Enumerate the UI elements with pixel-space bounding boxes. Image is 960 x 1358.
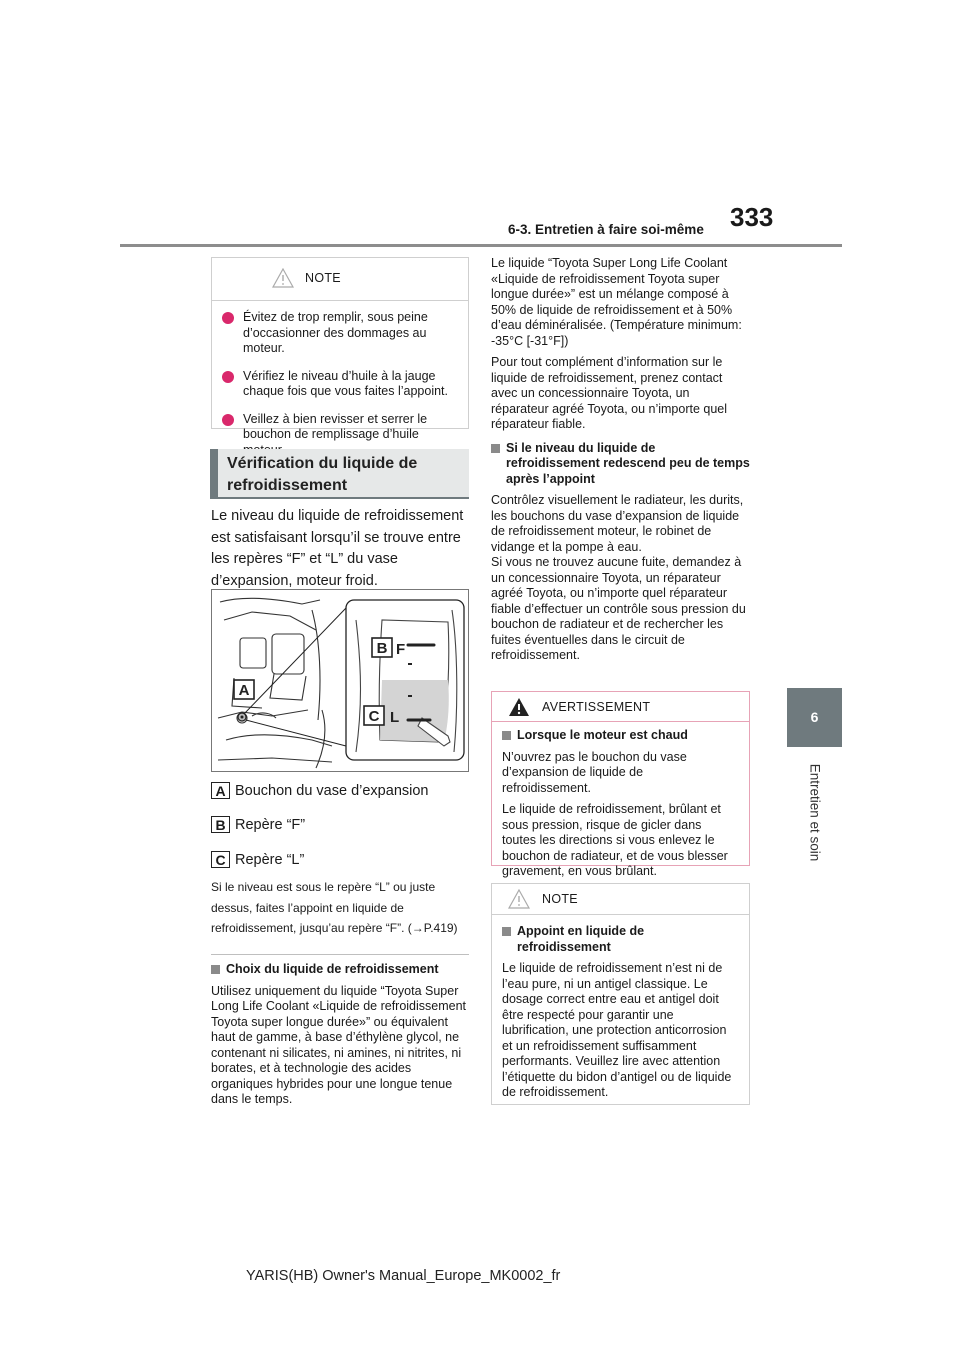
square-bullet-icon [502,927,511,936]
warning-triangle-icon [508,697,530,717]
bullet-dot-icon [222,414,234,426]
figure-label-c: C [368,708,380,725]
header-rule [120,244,842,247]
page-number: 333 [730,202,774,232]
figure-mark-l: L [390,709,400,726]
figure-label-b: B [376,640,388,657]
level-drop-text-1: Contrôlez visuellement le radiateur, les durits, les bouchons du vase d’expansion de liquide de refroidissement moteur, le robinet de vidange et la pompe à eau. [491,493,744,554]
note-box-top [211,257,469,441]
square-bullet-icon [491,444,500,453]
square-bullet-icon [502,731,511,740]
chapter-label [763,762,866,862]
note-item: Vérifiez le niveau d’huile à la jauge chaque fois que vous faites l’appoint. [222,369,452,400]
note-header [212,258,468,301]
legend-letter: B [211,816,230,833]
footer-doc-id: YARIS(HB) Owner's Manual_Europe_MK0002_fr [246,1268,561,1284]
chapter-tab: 6 [787,688,842,747]
note-header [492,884,749,915]
note-box-bottom [491,883,750,1105]
choice-body: Utilisez uniquement du liquide “Toyota Super Long Life Coolant «Liquide de refroidissement Toyota super longue durée»” ou équivalent haut de gamme, à base d’éthylène glycol, ne contenant ni silicates, ni amines, ni nitrites, ni borates, et à technologie des acides organiques hybrides pour une longue tenue dans le temps. [211,983,467,1106]
bullet-dot-icon [222,371,234,383]
warning-heading: Lorsque le moteur est chaud [502,728,733,744]
note-heading: Appoint en liquide de refroidissement [502,924,733,955]
legend-item-b [211,816,305,833]
warning-text-1: N’ouvrez pas le bouchon du vase d’expansion de liquide de refroidissement. [502,749,687,795]
caution-triangle-icon [508,889,530,909]
coolant-info-text: Pour tout complément d’information sur le liquide de refroidissement, prenez contact avec un concessionnaire Toyota, un réparateur agréé Toyota, ou n’importe quel réparateur fiable. [491,355,728,431]
legend-item-a [211,782,428,799]
right-column [491,256,750,670]
coolant-mixture-text: Le liquide “Toyota Super Long Life Coolant «Liquide de refroidissement Toyota super longue durée»” est un mélange composé à 50% de liquide de refroidissement et à 50% d’eau déminéralisée. (Température minimum: -35°C [-31°F]) [491,256,742,348]
warning-title: AVERTISSEMENT [542,700,651,714]
warning-header [492,692,749,722]
figure-label-a: A [238,682,250,699]
note-body: Le liquide de refroidissement n’est ni de l’eau pure, ni un antigel classique. Le dosage correct entre eau et antigel doit être respecté pour garantir une lubrification, une protection anticorrosion et un refroidissement suffisamment performants. Veuillez lire avec attention l’étiquette du bidon d’antigel ou de liquide de refroidissement. [502,961,732,1099]
section-title: 6-3. Entretien à faire soi-même [508,222,704,237]
caution-triangle-icon [272,268,294,288]
legend-text: Bouchon du vase d’expansion [235,782,429,799]
figure-mark-f: F [396,641,406,658]
legend-text: Repère “L” [235,851,305,868]
legend-letter: A [211,782,230,799]
note-item: Veillez à bien revisser et serrer le bouchon de remplissage d’huile [222,412,452,459]
square-bullet-icon [211,965,220,974]
legend-item-c [211,851,304,868]
choice-heading: Choix du liquide de refroidissement [211,962,469,978]
warning-text-2: Le liquide de refroidissement, brûlant et sous pression, risque de gicler dans toutes les directions si vous enlevez le bouchon de radiateur, et de vous blesser gravement, en vous brûlant. [502,802,728,878]
engine-bay-illustration [212,590,470,773]
choice-section [211,962,469,1114]
reservoir-cap-marker [238,713,246,721]
chapter-label-text: Entretien et soin [807,763,822,861]
divider [211,954,469,955]
level-drop-heading: Si le niveau du liquide de refroidissement redescend peu de temps après l’appoint [491,441,750,488]
note-item: Évitez de trop remplir, sous peine d’occasionner des dommages au moteur. [222,310,452,357]
legend-letter: C [211,851,230,868]
level-drop-text-2: Si vous ne trouvez aucune fuite, demandez à un concessionnaire Toyota, un réparateur agréé Toyota, ou n’importe quel réparateur fiable d’effectuer un contrôle sous pression du bouchon de radiateur et de rechercher les fuites éventuelles dans le circuit de refroidissement. [491,555,746,662]
note-title: NOTE [542,892,578,906]
warning-box [491,691,750,878]
bullet-dot-icon [222,312,234,324]
lead-text: Le niveau du liquide de refroidissement est satisfaisant lorsqu’il se trouve entre les repères “F” et “L” du vase d’expansion, moteur froid. [211,508,464,589]
coolant-reservoir-figure [211,589,469,772]
legend-text: Repère “F” [235,816,306,833]
note-title: NOTE [305,271,341,285]
section-banner: Vérification du liquide de refroidissement [210,449,469,499]
level-note: Si le niveau est sous le repère “L” ou juste dessus, faites l’appoint en liquide de refroidissement, jusqu’au repère “F”. (→P.419) [211,880,458,935]
